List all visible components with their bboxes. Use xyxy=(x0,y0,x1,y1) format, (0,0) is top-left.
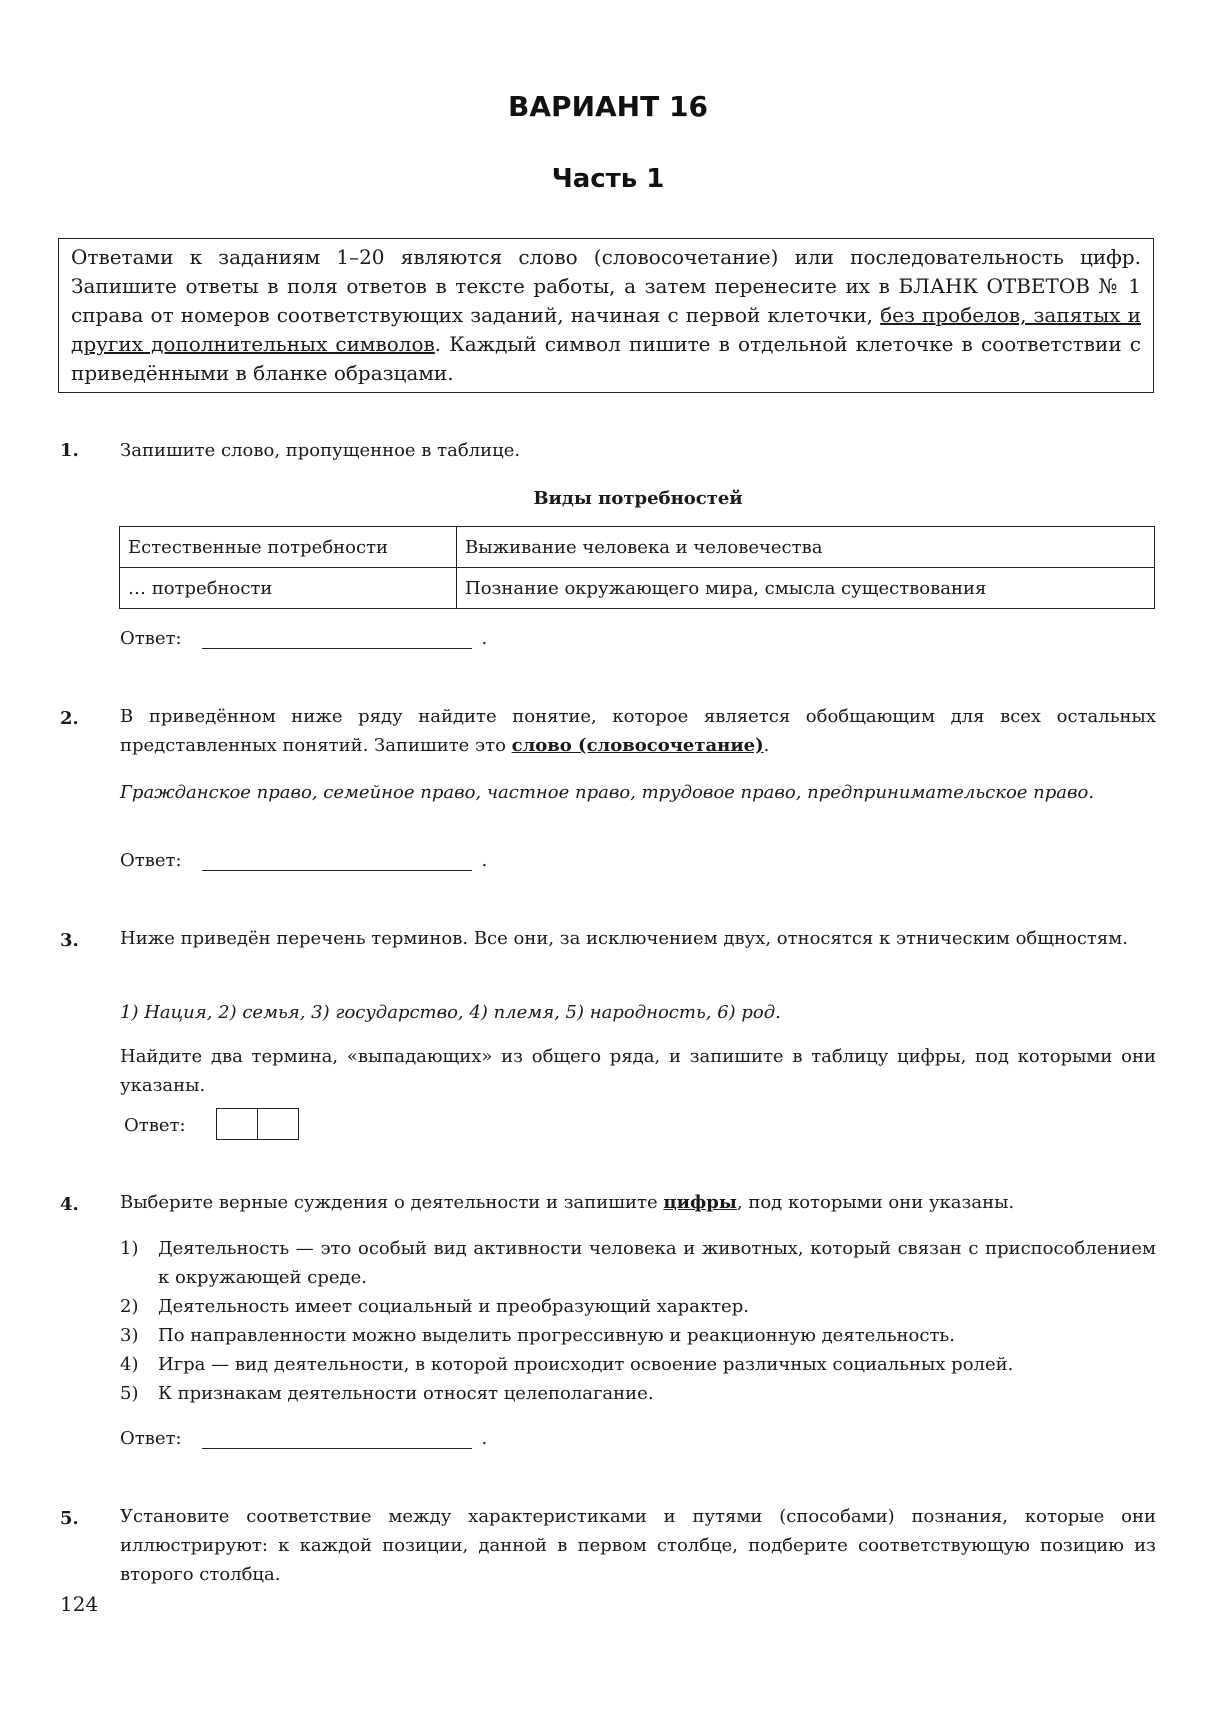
q4-answer xyxy=(120,1428,487,1449)
answer-dot: . xyxy=(481,850,488,871)
answer-label: Ответ: xyxy=(120,1428,182,1449)
list-item xyxy=(120,1350,1156,1379)
table-cell: Познание окружающего мира, смысла существования xyxy=(457,568,1155,609)
answer-line[interactable] xyxy=(202,850,472,871)
answer-line[interactable] xyxy=(202,628,472,649)
q2-text-tail: . xyxy=(763,735,770,756)
answer-dot: . xyxy=(481,628,488,649)
answer-box[interactable] xyxy=(257,1109,298,1139)
answer-label: Ответ: xyxy=(124,1115,186,1136)
list-item xyxy=(120,1321,1156,1350)
q4-text-lead: Выберите верные суждения о деятельности и запишите xyxy=(120,1192,664,1213)
q3-number: 3. xyxy=(60,930,79,951)
q4-text-tail: , под которыми они указаны. xyxy=(736,1192,1015,1213)
answer-boxes xyxy=(216,1108,299,1140)
table-row xyxy=(120,568,1155,609)
q3-terms: 1) Нация, 2) семья, 3) государство, 4) племя, 5) народность, 6) род. xyxy=(120,1002,781,1023)
item-text: К признакам деятельности относят целеполагание. xyxy=(158,1383,654,1404)
q2-text xyxy=(120,702,1156,760)
q1-table-title: Виды потребностей xyxy=(533,488,743,509)
answer-label: Ответ: xyxy=(120,850,182,871)
item-number: 5) xyxy=(120,1383,139,1404)
q2-answer xyxy=(120,850,487,871)
q2-series: Гражданское право, семейное право, частное право, трудовое право, предпринимательское право. xyxy=(120,782,1095,803)
item-text: Деятельность имеет социальный и преобразующий характер. xyxy=(158,1296,749,1317)
item-number: 3) xyxy=(120,1325,139,1346)
list-item xyxy=(120,1379,1156,1408)
instructions-underlined: без пробелов, запятых и других дополнительных символов xyxy=(71,303,1141,356)
list-item xyxy=(120,1234,1156,1292)
answer-box[interactable] xyxy=(217,1109,257,1139)
table-cell: … потребности xyxy=(120,568,457,609)
answer-dot: . xyxy=(481,1428,488,1449)
instructions-box xyxy=(58,238,1154,393)
table-row xyxy=(120,527,1155,568)
page-number: 124 xyxy=(60,1592,99,1616)
instructions-lead: Ответами к заданиям 1–20 являются слово (словосочетание) или последовательность цифр. Запишите ответы в поля ответов в тексте работы, а затем перенесите их в БЛАНК ОТВЕТОВ № 1 справа от номеров соответствующих заданий, начиная с первой клеточки, xyxy=(71,245,1141,327)
answer-label: Ответ: xyxy=(120,628,182,649)
item-number: 2) xyxy=(120,1296,139,1317)
variant-title: ВАРИАНТ 16 xyxy=(508,90,708,123)
item-number: 4) xyxy=(120,1354,139,1375)
q4-text xyxy=(120,1188,1156,1217)
q3-text: Ниже приведён перечень терминов. Все они, за исключением двух, относятся к этническим общностям. xyxy=(120,928,1128,949)
needs-table xyxy=(119,526,1155,609)
item-text: Игра — вид деятельности, в которой происходит освоение различных социальных ролей. xyxy=(158,1354,1014,1375)
part-title: Часть 1 xyxy=(551,164,665,194)
item-text: Деятельность — это особый вид активности человека и животных, который связан с приспособлением к окружающей среде. xyxy=(158,1238,1156,1288)
q5-text: Установите соответствие между характеристиками и путями (способами) познания, которые они иллюстрируют: к каждой позиции, данной в первом столбце, подберите соответствующую позицию из второго столбца. xyxy=(120,1506,1156,1585)
q2-text-bold: слово (словосочетание) xyxy=(511,735,764,756)
q4-options xyxy=(120,1234,1156,1408)
q3-task: Найдите два термина, «выпадающих» из общего ряда, и запишите в таблицу цифры, под которыми они указаны. xyxy=(120,1046,1156,1096)
list-item xyxy=(120,1292,1156,1321)
instructions-tail: . Каждый символ пишите в отдельной клеточке в соответствии с приведёнными в бланке образцами. xyxy=(71,332,1141,385)
item-text: По направленности можно выделить прогрессивную и реакционную деятельность. xyxy=(158,1325,955,1346)
item-number: 1) xyxy=(120,1238,139,1259)
q4-text-bold: цифры xyxy=(663,1192,737,1213)
q1-number: 1. xyxy=(60,440,79,461)
q1-text: Запишите слово, пропущенное в таблице. xyxy=(120,440,521,461)
q4-number: 4. xyxy=(60,1194,79,1215)
q3-answer xyxy=(124,1108,299,1140)
q2-number: 2. xyxy=(60,708,79,729)
table-cell: Выживание человека и человечества xyxy=(457,527,1155,568)
table-cell: Естественные потребности xyxy=(120,527,457,568)
answer-line[interactable] xyxy=(202,1428,472,1449)
q5-number: 5. xyxy=(60,1508,79,1529)
q1-answer xyxy=(120,628,487,649)
q2-text-lead: В приведённом ниже ряду найдите понятие, которое является обобщающим для всех остальных представленных понятий. Запишите это xyxy=(120,706,1156,756)
